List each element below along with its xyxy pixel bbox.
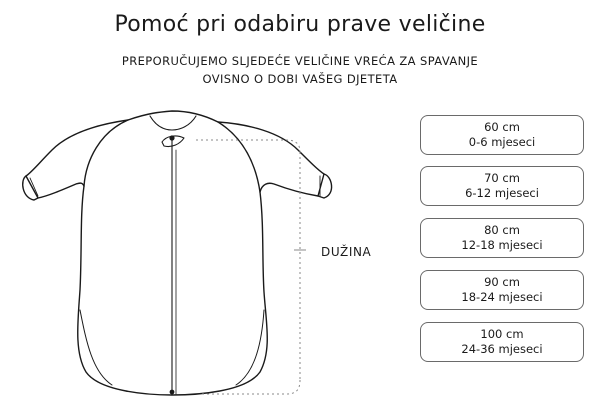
- bag-hem-right: [236, 310, 264, 385]
- zipper-pull-top: [169, 135, 174, 140]
- size-cm: 60 cm: [484, 120, 520, 134]
- page-title: Pomoć pri odabiru prave veličine: [114, 12, 486, 37]
- size-age: 18-24 mjeseci: [461, 290, 543, 304]
- length-label: DUŽINA: [321, 245, 372, 259]
- left-cuff-rib: [30, 178, 38, 196]
- size-age: 0-6 mjeseci: [468, 135, 536, 149]
- subtitle-line-2: OVISNO O DOBI VAŠEG DJETETA: [202, 72, 398, 86]
- size-option-80cm: [420, 218, 584, 258]
- size-cm: 90 cm: [484, 275, 520, 289]
- size-age: 24-36 mjeseci: [461, 342, 543, 356]
- right-sleeve: [218, 122, 324, 196]
- subtitle-line-1: PREPORUČUJEMO SLJEDEĆE VELIČINE VREĆA ZA SPAVANJE: [121, 54, 479, 68]
- size-option-100cm: [420, 322, 584, 362]
- size-option-60cm: [420, 115, 584, 155]
- neckline: [150, 116, 196, 130]
- size-cm: 70 cm: [484, 171, 520, 185]
- size-option-90cm: [420, 270, 584, 310]
- size-age: 6-12 mjeseci: [465, 186, 539, 200]
- size-option-70cm: [420, 166, 584, 206]
- bag-hem-left: [80, 310, 112, 385]
- size-age: 12-18 mjeseci: [461, 238, 543, 252]
- left-sleeve: [26, 120, 128, 198]
- zipper-pull-bottom: [170, 390, 175, 395]
- length-indicator-top: [196, 140, 300, 152]
- size-cm: 80 cm: [484, 223, 520, 237]
- size-cm: 100 cm: [480, 327, 524, 341]
